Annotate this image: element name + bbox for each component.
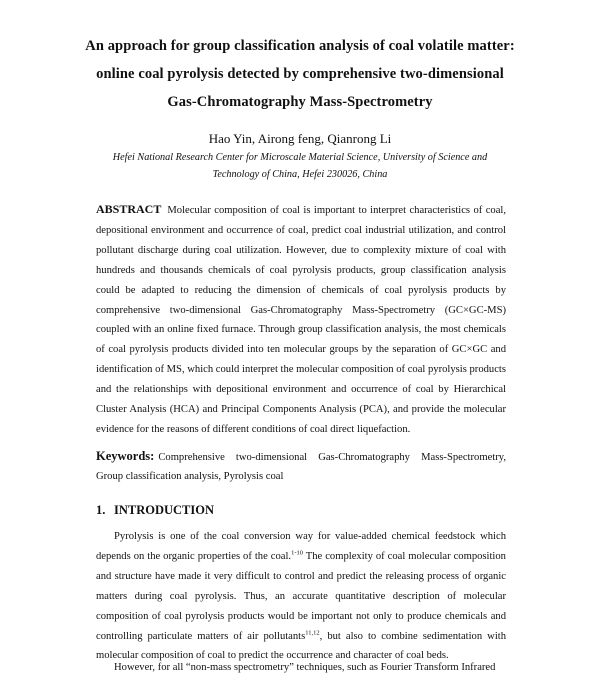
intro-paragraph-1 bbox=[96, 527, 506, 666]
affiliation-line-2: Technology of China, Hefei 230026, China bbox=[212, 169, 388, 180]
citation-ref-1: 1-10 bbox=[291, 549, 303, 557]
abstract bbox=[96, 200, 506, 440]
intro-paragraph-2: However, for all “non-mass spectrometry” techniques, such as Fourier Transform Infrared bbox=[114, 662, 496, 673]
paper-title-line-2: online coal pyrolysis detected by comprehensive two-dimensional bbox=[96, 66, 504, 82]
intro-p1-part-b: The complexity of coal molecular composition and structure have made it very difficult to control and predict the releasing process of organic matters during coal pyrolysis. Thus, an accurate quantitative description of molecular composition of coal pyrolysis products would be important not only to produce chemicals and controlling particulate matters of air pollutants bbox=[96, 550, 506, 642]
keywords-label: Keywords: bbox=[96, 449, 155, 463]
section-number: 1. bbox=[96, 503, 106, 517]
citation-ref-2: 11,12 bbox=[305, 629, 320, 636]
affiliation-line-1: Hefei National Research Center for Microscale Material Science, University of Science and bbox=[112, 152, 488, 163]
authors: Hao Yin, Airong feng, Qianrong Li bbox=[208, 131, 392, 146]
section-heading-introduction bbox=[96, 503, 214, 518]
paper-title-line-3: Gas-Chromatography Mass-Spectrometry bbox=[167, 94, 433, 110]
abstract-label: ABSTRACT bbox=[96, 202, 162, 216]
intro-p1-part-c: , but also to combine sedimentation with molecular composition of coal to predict the occurrence and character of coal beds. bbox=[96, 630, 507, 662]
section-title: INTRODUCTION bbox=[114, 503, 215, 517]
intro-p1-part-a: Pyrolysis is one of the coal conversion way for value-added chemical feedstock which depends on the organic properties of the coal. bbox=[96, 531, 506, 562]
keywords bbox=[96, 447, 506, 486]
paper-title-line-1: An approach for group classification analysis of coal volatile matter: bbox=[85, 38, 515, 54]
abstract-text: Molecular composition of coal is important to interpret characteristics of coal, depositional environment and occurrence of coal, predict coal industrial utilization, and control pollutant discharge during coal utilization. However, due to complexity mixture of coal with hundreds and thousands chemicals of coal pyrolysis products, group classification analysis could be adapted to reducing the dimension of chemicals of coal pyrolysis products by comprehensive two-dimensional Gas-Chromatography Mass-Spectrometry (GC×GC-MS) coupled with an online fixed furnace. Through group classification analysis, the most chemicals of coal pyrolysis products divided into ten molecular groups by the separation of GC×GC and identification of MS, which could interpret the molecular composition of coal pyrolysis products and the relationships with depositional environment and occurrence of coal by Hierarchical Cluster Analysis (HCA) and Principal Components Analysis (PCA), and provide the molecular evidence for the reasons of different conditions of coal direct liquefaction. bbox=[96, 205, 506, 435]
keywords-text: Comprehensive two-dimensional Gas-Chromatography Mass-Spectrometry, Group classification analysis, Pyrolysis coal bbox=[96, 452, 506, 482]
